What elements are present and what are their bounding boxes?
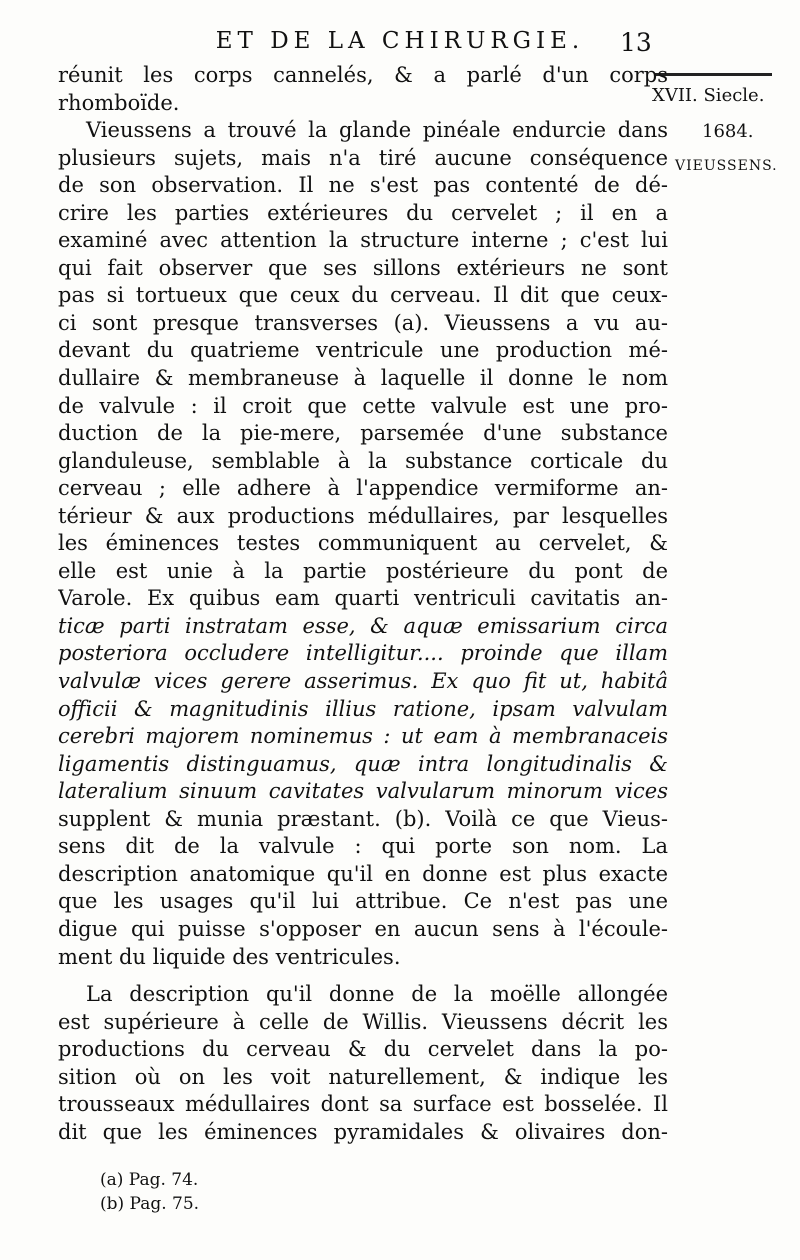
footnote-a: (a) Pag. 74. bbox=[100, 1170, 199, 1190]
text-line: rhomboïde. bbox=[58, 90, 180, 115]
text-line: digue qui puisse s'opposer en aucun sens à l'écoule- bbox=[58, 916, 668, 941]
margin-rule bbox=[654, 73, 772, 76]
paragraph-gap bbox=[58, 971, 668, 981]
text-line: Vieussens a trouvé la glande pinéale endurcie dans bbox=[86, 118, 668, 143]
text-line-latin: posteriora occludere intelligitur.... proinde que illam bbox=[58, 641, 668, 666]
text-line: dullaire & membraneuse à laquelle il donne le nom bbox=[58, 366, 668, 391]
text-line: de son observation. Il ne s'est pas contenté de dé- bbox=[58, 173, 668, 198]
text-line: est supérieure à celle de Willis. Vieussens décrit les bbox=[58, 1009, 668, 1034]
text-line: La description qu'il donne de la moëlle allongée bbox=[86, 982, 668, 1007]
text-line: sens dit de la valvule : qui porte son nom. La bbox=[58, 834, 668, 859]
text-line: Varole. Ex quibus eam quarti ventriculi cavitatis an- bbox=[58, 586, 668, 611]
text-line: cerveau ; elle adhere à l'appendice vermiforme an- bbox=[58, 476, 668, 501]
footnote-b: (b) Pag. 75. bbox=[100, 1194, 200, 1214]
text-line: que les usages qu'il lui attribue. Ce n'est pas une bbox=[58, 889, 668, 914]
text-line: devant du quatrieme ventricule une production mé- bbox=[58, 338, 668, 363]
text-line: térieur & aux productions médullaires, par lesquelles bbox=[58, 503, 668, 528]
text-line: productions du cerveau & du cervelet dans la po- bbox=[58, 1037, 668, 1062]
text-line: sition où on les voit naturellement, & indique les bbox=[58, 1064, 668, 1089]
text-line: description anatomique qu'il en donne est plus exacte bbox=[58, 861, 668, 886]
text-line: qui fait observer que ses sillons extérieurs ne sont bbox=[58, 255, 668, 280]
text-line: les éminences testes communiquent au cervelet, & bbox=[58, 531, 668, 556]
margin-note-year: 1684. bbox=[702, 121, 754, 142]
page-number: 13 bbox=[620, 28, 652, 57]
text-line: ment du liquide des ventricules. bbox=[58, 944, 401, 969]
text-line-latin: ligamentis distinguamus, quæ intra longitudinalis & bbox=[58, 751, 668, 776]
running-head: ET DE LA CHIRURGIE. bbox=[215, 28, 585, 54]
text-line: duction de la pie-mere, parsemée d'une substance bbox=[58, 421, 668, 446]
text-line: crire les parties extérieures du cervelet ; il en a bbox=[58, 200, 668, 225]
text-line: plusieurs sujets, mais n'a tiré aucune conséquence bbox=[58, 145, 668, 170]
text-line: trousseaux médullaires dont sa surface est bosselée. Il bbox=[58, 1092, 668, 1117]
text-line: elle est unie à la partie postérieure du pont de bbox=[58, 558, 668, 583]
margin-note-name: VIEUSSENS. bbox=[675, 158, 778, 174]
text-line: examiné avec attention la structure interne ; c'est lui bbox=[58, 228, 668, 253]
text-line: glanduleuse, semblable à la substance corticale du bbox=[58, 448, 668, 473]
text-line-latin: lateralium sinuum cavitates valvularum minorum vices bbox=[58, 779, 668, 804]
text-line: pas si tortueux que ceux du cerveau. Il dit que ceux- bbox=[58, 283, 668, 308]
footnotes bbox=[100, 1168, 199, 1216]
text-line-latin: officii & magnitudinis illius ratione, ipsam valvulam bbox=[58, 696, 668, 721]
text-line: de valvule : il croit que cette valvule est une pro- bbox=[58, 393, 668, 418]
text-line: dit que les éminences pyramidales & olivaires don- bbox=[58, 1119, 668, 1144]
body-text bbox=[58, 62, 668, 1146]
text-line-latin: ticæ parti instratam esse, & aquæ emissarium circa bbox=[58, 613, 668, 638]
text-line: réunit les corps cannelés, & a parlé d'un corps bbox=[58, 63, 668, 87]
text-line-latin: cerebri majorem nominemus : ut eam à membranaceis bbox=[58, 724, 668, 749]
text-line-latin: valvulæ vices gerere asserimus. Ex quo fit ut, habitâ bbox=[58, 669, 668, 694]
text-line: ci sont presque transverses (a). Vieussens a vu au- bbox=[58, 310, 668, 335]
text-line: supplent & munia præstant. (b). Voilà ce que Vieus- bbox=[58, 806, 668, 831]
margin-note-century: XVII. Siecle. bbox=[652, 85, 765, 106]
